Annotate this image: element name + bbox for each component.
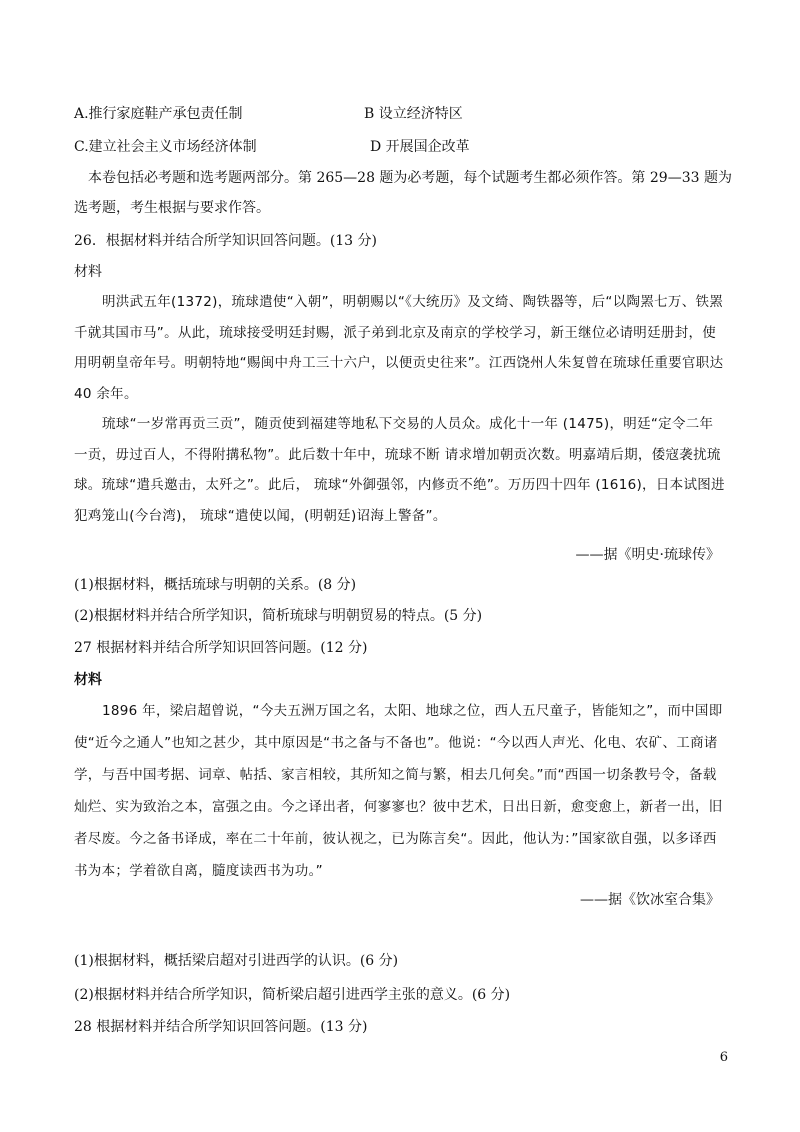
question-27-title: 27 根据材料并结合所学知识回答问题。(12 分) — [74, 640, 368, 656]
option-b: B 设立经济特区 — [364, 106, 463, 122]
page-number: 6 — [719, 1050, 728, 1065]
question-26-source: ——据《明史·琉球传》 — [575, 547, 720, 563]
question-27-sub-2: (2)根据材料并结合所学知识，简析梁启超引进西学主张的意义。(6 分) — [74, 987, 511, 1003]
question-27-material-label: 材料 — [74, 672, 102, 688]
question-26-paragraph-1: 明洪武五年(1372)，琉球遣使“入朝”，明朝赐以“《大统历》及文绮、陶铁器等，后“以陶罴七万、铁罴千就其国市马”。从此，琉球接受明廷封赐，派子弟到北京及南京的学校学习，新王继位必请明廷册封，使用明朝皇帝年号。明朝特地“赐闽中舟工三十六户，以便贡史往来”。江西饶州人朱复曾在琉球任重要官职达 40 余年。 — [74, 294, 724, 402]
question-28-title: 28 根据材料并结合所学知识回答问题。(13 分) — [74, 1019, 368, 1035]
question-26-material-label: 材料 — [74, 264, 102, 280]
option-row-ab — [74, 104, 463, 124]
question-26-sub-1: (1)根据材料，概括琉球与明朝的关系。(8 分) — [74, 577, 357, 593]
question-27-sub-1: (1)根据材料，概括梁启超对引进西学的认识。(6 分) — [74, 953, 399, 969]
question-26-material — [74, 287, 726, 531]
option-c: C.建立社会主义市场经济体制 — [74, 139, 257, 155]
option-a: A.推行家庭鞋产承包责任制 — [74, 106, 243, 122]
question-26-title: 26．根据材料并结合所学知识回答问题。(13 分) — [74, 233, 378, 249]
option-d: D 开展国企改革 — [370, 139, 470, 155]
question-27-paragraph-1: 1896 年，梁启超曾说，“今夫五洲万国之名，太阳、地球之位，西人五尺童子，皆能知之”，而中国即使“近今之通人”也知之甚少，其中原因是“书之备与不备也”。他说：“今以西人声光、化电、农矿、工商诸学，与吾中国考据、词章、帖括、家言相较，其所知之简与繁，相去几何矣。”而“西国一切条教号令，备载灿烂、实为致治之本，富强之由。今之译出者，何寥寥也？彼中艺术，日出日新，愈变愈上，新者一出，旧者尽废。今之备书译成，率在二十年前，彼认视之，已为陈言矣“。因此，他认为：”国家欲自强，以多译西书为本；学着欲自离，膸度读西书为功。” — [74, 703, 723, 879]
instructions-line-1: 本卷包括必考题和选考题两部分。第 265—28 题为必考题，每个试题考生都必须作答。第 29—33 题为 — [88, 170, 732, 186]
question-26-sub-2: (2)根据材料并结合所学知识，简析琉球与明朝贸易的特点。(5 分) — [74, 608, 483, 624]
question-27-source: ——据《饮冰室合集》 — [580, 892, 720, 908]
instructions-line-2: 选考题，考生根据与要求作答。 — [74, 200, 270, 216]
question-27-material — [74, 695, 726, 887]
question-26-paragraph-2: 琉球“一岁常再贡三贡”，随贡使到福建等地私下交易的人员众。成化十一年 (1475)，明廷“定令二年一贡，毋过百人，不得附搆私物”。此后数十年中，琉球不断 请求增加朝贡次数。明嘉靖后期，倭寇袭扰琉球。琉球“遣兵邀击，太歼之”。此后， 琉球“外御强邻，内修贡不绝”。万历四十四年 (1616)，日本试图进犯鸡笼山(今台湾)， 琉球“遣使以闻，(明朝廷)诏海上警备”。 — [74, 416, 725, 524]
option-row-cd — [74, 137, 470, 157]
